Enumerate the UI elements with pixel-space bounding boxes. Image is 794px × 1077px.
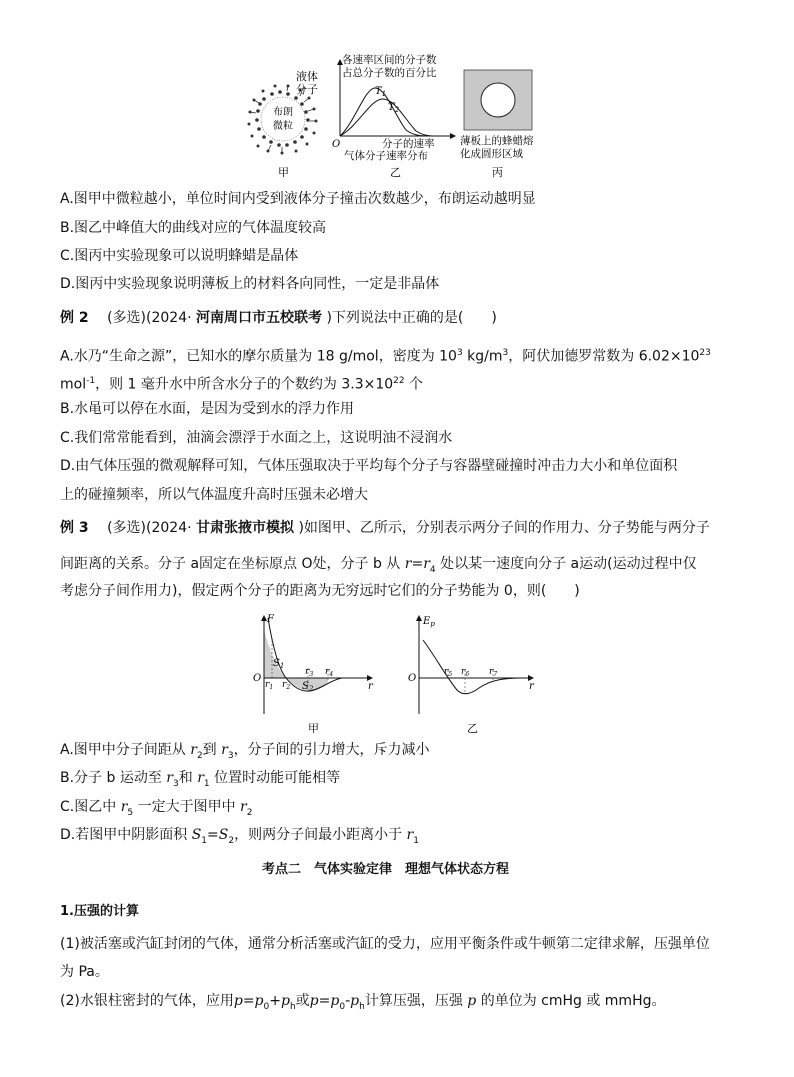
ex2-option-c: C.我们常常能看到，油滴会漂浮于水面之上，这说明油不浸润水 [60,430,453,446]
option-d: D.图丙中实验现象说明薄板上的材料各向同性，一定是非晶体 [60,276,440,292]
section-title: 考点二 气体实验定律 理想气体状态方程 [262,862,510,877]
r7-label: $r_7$ [489,667,498,678]
example-3-stem-line2: 间距离的关系。分子 a固定在坐标原点 O处，分子 b 从 $r=r_4$ 处以某一速度向分子 a运动(运动过程中仅 [60,556,697,575]
particle-label-1: 布朗 [273,107,293,118]
ylabel-2: 占总分子数的百分比 [342,67,437,79]
r2-label: $r_2$ [282,680,291,691]
ex2-option-d-line1: D.由气体压强的微观解释可知，气体压强取决于平均每个分子与容器壁碰撞时冲击力大小和单位面积 [60,458,678,474]
example-2-stem [60,308,497,328]
r6-label: $r_6$ [461,667,470,678]
example-tag: 例 3 [60,520,89,536]
pressure-para-1-line1: (1)被活塞或汽缸封闭的气体，通常分析活塞或汽缸的受力，应用平衡条件或牛顿第二定律求解，压强单位 [60,936,710,952]
figure-force-curve [250,612,380,737]
caption-yi: 乙 [467,722,478,735]
r4-label: $r_4$ [325,667,334,678]
example-tag: 例 2 [60,310,89,326]
figure-jia-brownian [230,52,340,177]
option-c: C.图丙中实验现象可以说明蜂蜡是晶体 [60,248,299,264]
ex2-option-a-line1: A.水乃“生命之源”，已知水的摩尔质量为 18 g/mol，密度为 $10^3$ $kg/m^3$，阿伏加德罗常数为 $6.02\times 10^{23}$ [60,348,711,365]
multi-select-tag: (多选) [107,310,147,326]
subtitle: 气体分子速率分布 [344,150,428,162]
source-prefix: (2024· [146,520,192,536]
bing-text-2: 化成圆形区域 [460,148,523,160]
ex3-option-b: B.分子 b 运动至 $r_3$和 $r_1$ 位置时动能可能相等 [60,770,341,789]
example-3-stem-line3: 考虑分子间作用力)，假定两个分子的距离为无穷远时它们的分子势能为 0，则( ) [60,583,580,599]
subsection-title: 1.压强的计算 [60,904,139,919]
multi-select-tag: (多选) [107,520,147,536]
r5-label: $r_5$ [444,667,453,678]
particle-label-2: 微粒 [273,121,293,132]
potential-curve [423,640,523,694]
s2-label: $S_2$ [302,681,314,693]
brownian-particle [261,97,305,141]
option-b: B.图乙中峰值大的曲线对应的气体温度较高 [60,220,327,236]
ex2-option-b: B.水黾可以停在水面，是因为受到水的浮力作用 [60,401,355,417]
xlabel: 分子的速率 [382,138,435,150]
shaded-area-s1 [264,630,286,678]
origin-label: O [253,673,262,684]
origin-label: O [408,673,417,684]
x-axis-label: r [368,681,373,692]
pressure-para-1-line2: 为 Pa。 [60,964,109,980]
source-prefix: (2024· [146,310,192,326]
stem-text: )下列说法中正确的是( ) [326,310,497,326]
x-axis-label: r [529,681,534,692]
ylabel-1: 各速率区间的分子数 [342,54,437,66]
option-a: A.图甲中微粒越小，单位时间内受到液体分子撞击次数越少，布朗运动越明显 [60,191,536,207]
caption-jia: 甲 [308,722,319,735]
pressure-para-2: (2)水银柱密封的气体，应用$p=p_0+p_h$或$p=p_0-p_h$计算压强，压强 p 的单位为 cmHg 或 mmHg。 [60,993,666,1012]
ex3-option-a: A.图甲中分子间距从 $r_2$到 $r_3$，分子间的引力增大，斥力减小 [60,742,430,761]
source-name: 河南周口市五校联考 [196,310,323,326]
ex2-option-a-line2: mol$^{-1}$，则 1 毫升水中所含水分子的个数约为 $3.3\times 10^{22}$ 个 [60,376,424,393]
source-name: 甘肃张掖市模拟 [196,520,295,536]
label-t1: $T_1$ [375,86,387,98]
caption-bing: 丙 [492,166,503,179]
bing-text-1: 薄板上的蜂蜡熔 [460,135,534,147]
ex3-option-c: C.图乙中 $r_5$ 一定大于图甲中 $r_2$ [60,799,253,818]
label-t2: $T_2$ [388,102,400,114]
example-3-stem-line1: 例 3 (多选)(2024· 甘肃张掖市模拟 )如图甲、乙所示，分别表示两分子间的作用力、分子势能与两分子 [60,520,710,536]
s1-label: $S_1$ [273,658,285,670]
figure-1 [230,52,560,182]
liquid-label-2: 分子 [296,83,318,96]
ex3-option-d: D.若图甲中阴影面积 $S_1=S_2$，则两分子间最小距离小于 $r_1$ [60,827,419,846]
melted-circle [481,83,515,117]
caption-yi: 乙 [390,166,401,179]
ex2-option-d-line2: 上的碰撞频率，所以气体温度升高时压强未必增大 [60,487,368,503]
figure-yi-speed-distribution [330,52,460,180]
y-axis-label: $E_p$ [423,616,435,628]
liquid-label-1: 液体 [296,70,318,83]
r1-label: $r_1$ [265,680,274,691]
origin-label: O [332,139,341,150]
y-axis-label: F [267,614,274,625]
caption-jia: 甲 [278,166,289,177]
figure-potential-energy-curve [405,612,540,737]
r3-label: $r_3$ [305,667,314,678]
figure-bing-beeswax [460,52,560,180]
